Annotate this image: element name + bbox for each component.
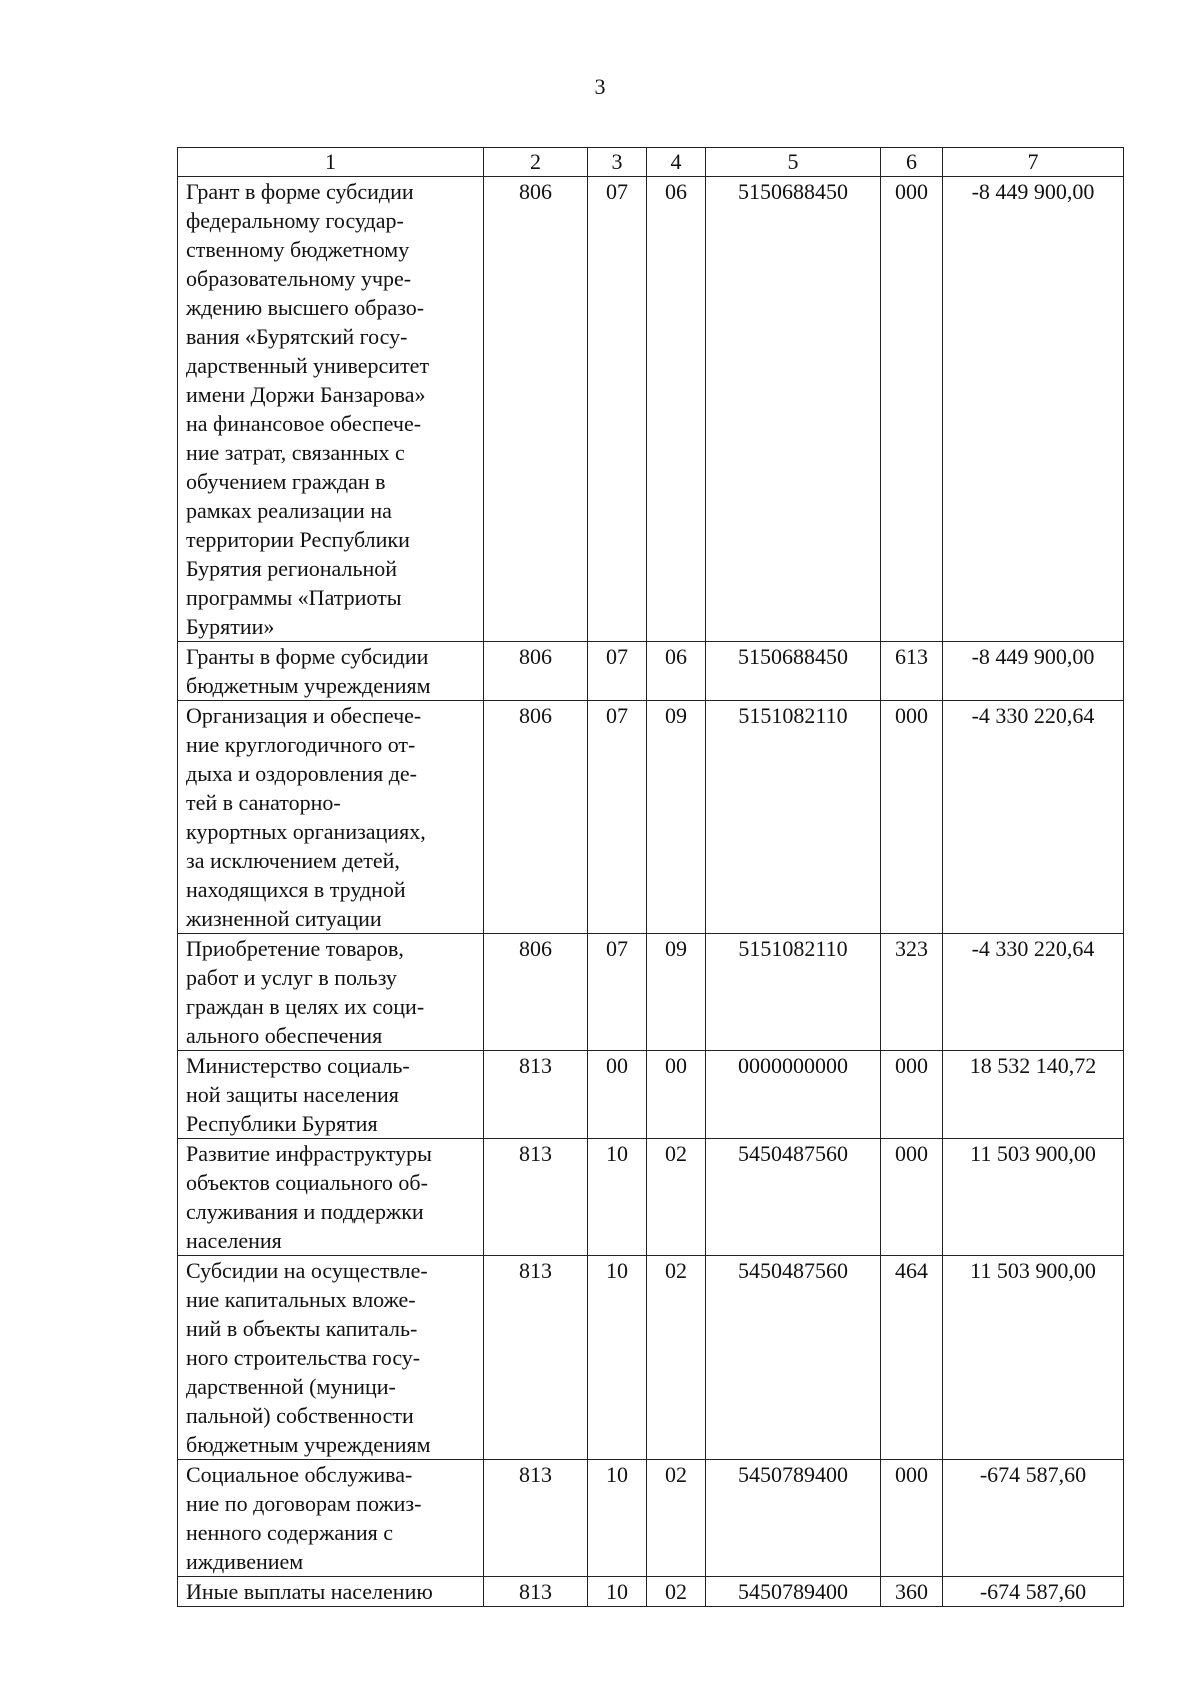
- row-description: [178, 177, 484, 642]
- section-code: 10: [588, 1139, 647, 1256]
- section-code: 10: [588, 1256, 647, 1460]
- admin-code: 806: [484, 177, 588, 642]
- description-line: Приобретение товаров,: [186, 936, 404, 961]
- column-header: 4: [647, 148, 706, 177]
- description-line: ние затрат, связанных с: [186, 440, 405, 465]
- description-line: ненного содержания с: [186, 1520, 394, 1545]
- expense-type-code: 000: [881, 701, 943, 934]
- table-row: [178, 1577, 1124, 1607]
- description-line: Гранты в форме субсидии: [186, 644, 429, 669]
- table-row: [178, 1139, 1124, 1256]
- expense-type-code: 464: [881, 1256, 943, 1460]
- description-line: федеральному государ-: [186, 208, 404, 233]
- description-line: служивания и поддержки: [186, 1199, 424, 1224]
- section-code: 07: [588, 701, 647, 934]
- description-line: Бурятия региональной: [186, 556, 398, 581]
- subsection-code: 02: [647, 1577, 706, 1607]
- expense-type-code: 000: [881, 1139, 943, 1256]
- description-line: образовательному учре-: [186, 266, 412, 291]
- subsection-code: 02: [647, 1139, 706, 1256]
- description-line: Организация и обеспече-: [186, 703, 422, 728]
- amount: 11 503 900,00: [943, 1139, 1124, 1256]
- admin-code: 813: [484, 1139, 588, 1256]
- target-article-code: 5450487560: [706, 1256, 881, 1460]
- description-line: Бурятии»: [186, 614, 275, 639]
- admin-code: 806: [484, 642, 588, 701]
- target-article-code: 5150688450: [706, 642, 881, 701]
- description-line: на финансовое обеспече-: [186, 411, 422, 436]
- description-line: Республики Бурятия: [186, 1111, 378, 1136]
- description-line: за исключением детей,: [186, 848, 400, 873]
- target-article-code: 5450487560: [706, 1139, 881, 1256]
- subsection-code: 00: [647, 1051, 706, 1139]
- column-header: 3: [588, 148, 647, 177]
- section-code: 10: [588, 1460, 647, 1577]
- table-row: [178, 642, 1124, 701]
- description-line: имени Доржи Банзарова»: [186, 382, 426, 407]
- section-code: 00: [588, 1051, 647, 1139]
- description-line: Грант в форме субсидии: [186, 179, 414, 204]
- column-header: 7: [943, 148, 1124, 177]
- table-header-row: [178, 148, 1124, 177]
- description-line: населения: [186, 1228, 282, 1253]
- description-line: тей в санаторно-: [186, 790, 341, 815]
- target-article-code: 5150688450: [706, 177, 881, 642]
- description-line: объектов социального об-: [186, 1170, 428, 1195]
- description-line: территории Республики: [186, 527, 410, 552]
- description-line: ного строительства госу-: [186, 1345, 421, 1370]
- expense-type-code: 000: [881, 1460, 943, 1577]
- admin-code: 813: [484, 1051, 588, 1139]
- description-line: ждению высшего образо-: [186, 295, 425, 320]
- subsection-code: 02: [647, 1460, 706, 1577]
- description-line: Иные выплаты населению: [186, 1579, 433, 1604]
- description-line: программы «Патриоты: [186, 585, 402, 610]
- section-code: 10: [588, 1577, 647, 1607]
- expense-type-code: 323: [881, 934, 943, 1051]
- expense-type-code: 000: [881, 177, 943, 642]
- description-line: Развитие инфраструктуры: [186, 1141, 432, 1166]
- admin-code: 813: [484, 1460, 588, 1577]
- description-line: дыха и оздоровления де-: [186, 761, 417, 786]
- row-description: [178, 1051, 484, 1139]
- description-line: обучением граждан в: [186, 469, 386, 494]
- amount: -4 330 220,64: [943, 701, 1124, 934]
- target-article-code: 5450789400: [706, 1577, 881, 1607]
- target-article-code: 5450789400: [706, 1460, 881, 1577]
- subsection-code: 06: [647, 177, 706, 642]
- budget-table: [177, 147, 1124, 1607]
- admin-code: 813: [484, 1256, 588, 1460]
- row-description: [178, 642, 484, 701]
- amount: -8 449 900,00: [943, 177, 1124, 642]
- amount: -674 587,60: [943, 1577, 1124, 1607]
- description-line: вания «Бурятский госу-: [186, 324, 408, 349]
- row-description: [178, 934, 484, 1051]
- description-line: ственному бюджетному: [186, 237, 410, 262]
- description-line: пальной) собственности: [186, 1403, 414, 1428]
- expense-type-code: 613: [881, 642, 943, 701]
- description-line: граждан в целях их соци-: [186, 994, 425, 1019]
- admin-code: 813: [484, 1577, 588, 1607]
- column-header: 6: [881, 148, 943, 177]
- description-line: ние капитальных вложе-: [186, 1287, 416, 1312]
- description-line: дарственной (муници-: [186, 1374, 396, 1399]
- description-line: ние круглогодичного от-: [186, 732, 416, 757]
- description-line: курортных организациях,: [186, 819, 426, 844]
- column-header: 1: [178, 148, 484, 177]
- table-row: [178, 177, 1124, 642]
- row-description: [178, 701, 484, 934]
- expense-type-code: 360: [881, 1577, 943, 1607]
- row-description: [178, 1577, 484, 1607]
- description-line: рамках реализации на: [186, 498, 392, 523]
- subsection-code: 06: [647, 642, 706, 701]
- amount: -8 449 900,00: [943, 642, 1124, 701]
- amount: -674 587,60: [943, 1460, 1124, 1577]
- subsection-code: 09: [647, 934, 706, 1051]
- description-line: ние по договорам пожиз-: [186, 1491, 422, 1516]
- description-line: работ и услуг в пользу: [186, 965, 397, 990]
- description-line: ний в объекты капиталь-: [186, 1316, 418, 1341]
- description-line: находящихся в трудной: [186, 877, 406, 902]
- admin-code: 806: [484, 701, 588, 934]
- description-line: дарственный университет: [186, 353, 430, 378]
- expense-type-code: 000: [881, 1051, 943, 1139]
- description-line: бюджетным учреждениям: [186, 673, 431, 698]
- column-header: 2: [484, 148, 588, 177]
- amount: -4 330 220,64: [943, 934, 1124, 1051]
- amount: 11 503 900,00: [943, 1256, 1124, 1460]
- table-row: [178, 934, 1124, 1051]
- description-line: ной защиты населения: [186, 1082, 399, 1107]
- description-line: иждивением: [186, 1549, 304, 1574]
- section-code: 07: [588, 642, 647, 701]
- section-code: 07: [588, 934, 647, 1051]
- subsection-code: 02: [647, 1256, 706, 1460]
- subsection-code: 09: [647, 701, 706, 934]
- target-article-code: 0000000000: [706, 1051, 881, 1139]
- row-description: [178, 1256, 484, 1460]
- description-line: Социальное обслужива-: [186, 1462, 413, 1487]
- description-line: Министерство социаль-: [186, 1053, 410, 1078]
- row-description: [178, 1460, 484, 1577]
- table-row: [178, 1051, 1124, 1139]
- table-row: [178, 701, 1124, 934]
- description-line: ального обеспечения: [186, 1023, 383, 1048]
- section-code: 07: [588, 177, 647, 642]
- row-description: [178, 1139, 484, 1256]
- description-line: Субсидии на осуществле-: [186, 1258, 428, 1283]
- admin-code: 806: [484, 934, 588, 1051]
- column-header: 5: [706, 148, 881, 177]
- table-row: [178, 1256, 1124, 1460]
- target-article-code: 5151082110: [706, 934, 881, 1051]
- target-article-code: 5151082110: [706, 701, 881, 934]
- page-number: 3: [594, 74, 606, 99]
- amount: 18 532 140,72: [943, 1051, 1124, 1139]
- description-line: жизненной ситуации: [186, 906, 382, 931]
- description-line: бюджетным учреждениям: [186, 1432, 431, 1457]
- table-row: [178, 1460, 1124, 1577]
